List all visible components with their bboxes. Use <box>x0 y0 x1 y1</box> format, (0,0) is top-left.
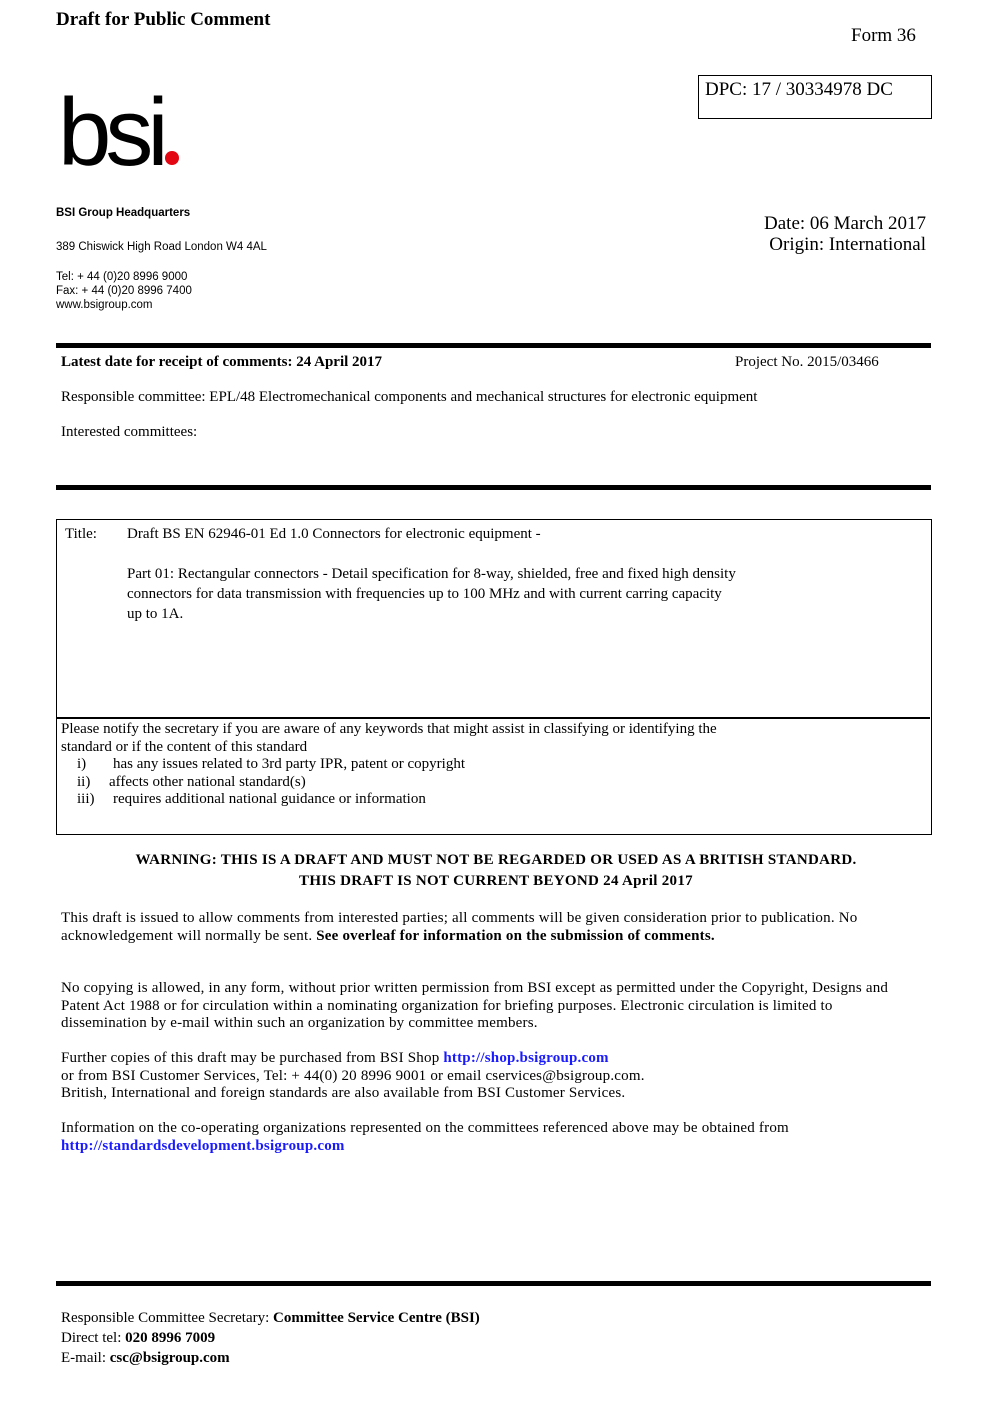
direct-tel-value: 020 8996 7009 <box>125 1330 216 1346</box>
overleaf-note: See overleaf for information on the submission of comments. <box>316 927 715 944</box>
secretary-line <box>61 1310 480 1327</box>
warning-line-2: THIS DRAFT IS NOT CURRENT BEYOND 24 April 2017 <box>299 873 693 889</box>
project-number: Project No. 2015/03466 <box>735 354 879 370</box>
shop-link[interactable]: http://shop.bsigroup.com <box>443 1050 609 1066</box>
secretary-value: Committee Service Centre (BSI) <box>273 1310 480 1326</box>
notify-item-num: i) <box>77 756 87 772</box>
hq-website: www.bsigroup.com <box>56 299 153 311</box>
title-part-line-3: up to 1A. <box>127 606 184 622</box>
paragraph-issue <box>61 910 911 945</box>
direct-tel-label: Direct tel: <box>61 1330 122 1346</box>
issue-text: This draft is issued to allow comments from interested parties; all comments will be given consideration prior to publication. No acknowledgement will normally be sent. <box>61 910 858 944</box>
direct-tel-line <box>61 1330 215 1347</box>
bsi-logo <box>56 80 186 180</box>
standards-availability-text: British, International and foreign standards are also available from BSI Customer Services. <box>61 1085 626 1101</box>
draft-label: Draft for Public Comment <box>56 9 271 30</box>
dpc-box <box>698 75 932 119</box>
rule-top <box>56 343 931 348</box>
origin: Origin: International <box>769 234 926 255</box>
standards-development-link[interactable]: http://standardsdevelopment.bsigroup.com <box>61 1137 345 1154</box>
email-value[interactable]: csc@bsigroup.com <box>109 1350 230 1366</box>
interested-committees: Interested committees: <box>61 424 198 440</box>
notify-item-text: affects other national standard(s) <box>109 774 306 790</box>
title-box-divider <box>57 717 930 719</box>
hq-address: 389 Chiswick High Road London W4 4AL <box>56 241 267 253</box>
notify-item-text: requires additional national guidance or information <box>113 791 426 807</box>
title-label: Title: <box>65 526 97 542</box>
paragraph-copies <box>61 1050 911 1103</box>
form-number: Form 36 <box>851 25 916 46</box>
date: Date: 06 March 2017 <box>764 213 926 234</box>
responsible-committee: Responsible committee: EPL/48 Electromechanical components and mechanical structures for electronic equipment <box>61 389 758 405</box>
warning-line-1: WARNING: THIS IS A DRAFT AND MUST NOT BE REGARDED OR USED AS A BRITISH STANDARD. <box>135 852 857 868</box>
email-line <box>61 1350 230 1367</box>
title-part-line-1: Part 01: Rectangular connectors - Detail specification for 8-way, shielded, free and fixed high density <box>127 566 736 582</box>
notify-intro-line-1: Please notify the secretary if you are aware of any keywords that might assist in classifying or identifying the <box>61 721 717 737</box>
svg-text:bsi: bsi <box>58 80 163 180</box>
notify-item-num: iii) <box>77 791 95 807</box>
dpc-number: DPC: 17 / 30334978 DC <box>705 79 893 100</box>
rule-middle <box>56 485 931 490</box>
latest-comment-date: Latest date for receipt of comments: 24 April 2017 <box>61 354 383 370</box>
email-label: E-mail: <box>61 1350 106 1366</box>
rule-bottom <box>56 1281 931 1286</box>
hq-tel: Tel: + 44 (0)20 8996 9000 <box>56 271 188 283</box>
title-line: Draft BS EN 62946-01 Ed 1.0 Connectors for electronic equipment - <box>127 526 541 542</box>
organizations-text: Information on the co-operating organizations represented on the committees referenced above may be obtained from <box>61 1120 789 1136</box>
title-part-line-2: connectors for data transmission with frequencies up to 100 MHz and with current carring capacity <box>127 586 722 602</box>
notify-intro-line-2: standard or if the content of this standard <box>61 739 308 755</box>
copies-text: Further copies of this draft may be purchased from BSI Shop <box>61 1050 440 1066</box>
paragraph-copyright: No copying is allowed, in any form, without prior written permission from BSI except as permitted under the Copyright, Designs and Patent Act 1988 or for circulation within a nominating organization for briefing purposes. Electronic circulation is limited to dissemination by e-mail within such an organization by committee members. <box>61 980 889 1031</box>
hq-name: BSI Group Headquarters <box>56 207 191 219</box>
hq-fax: Fax: + 44 (0)20 8996 7400 <box>56 285 192 297</box>
secretary-label: Responsible Committee Secretary: <box>61 1310 270 1326</box>
customer-services-text: or from BSI Customer Services, Tel: + 44(0) 20 8996 9001 or email cservices@bsigroup.com. <box>61 1067 645 1084</box>
notify-item-text: has any issues related to 3rd party IPR, patent or copyright <box>113 756 466 772</box>
notify-item-num: ii) <box>77 774 91 790</box>
paragraph-organizations <box>61 1120 911 1155</box>
title-box <box>56 519 932 835</box>
